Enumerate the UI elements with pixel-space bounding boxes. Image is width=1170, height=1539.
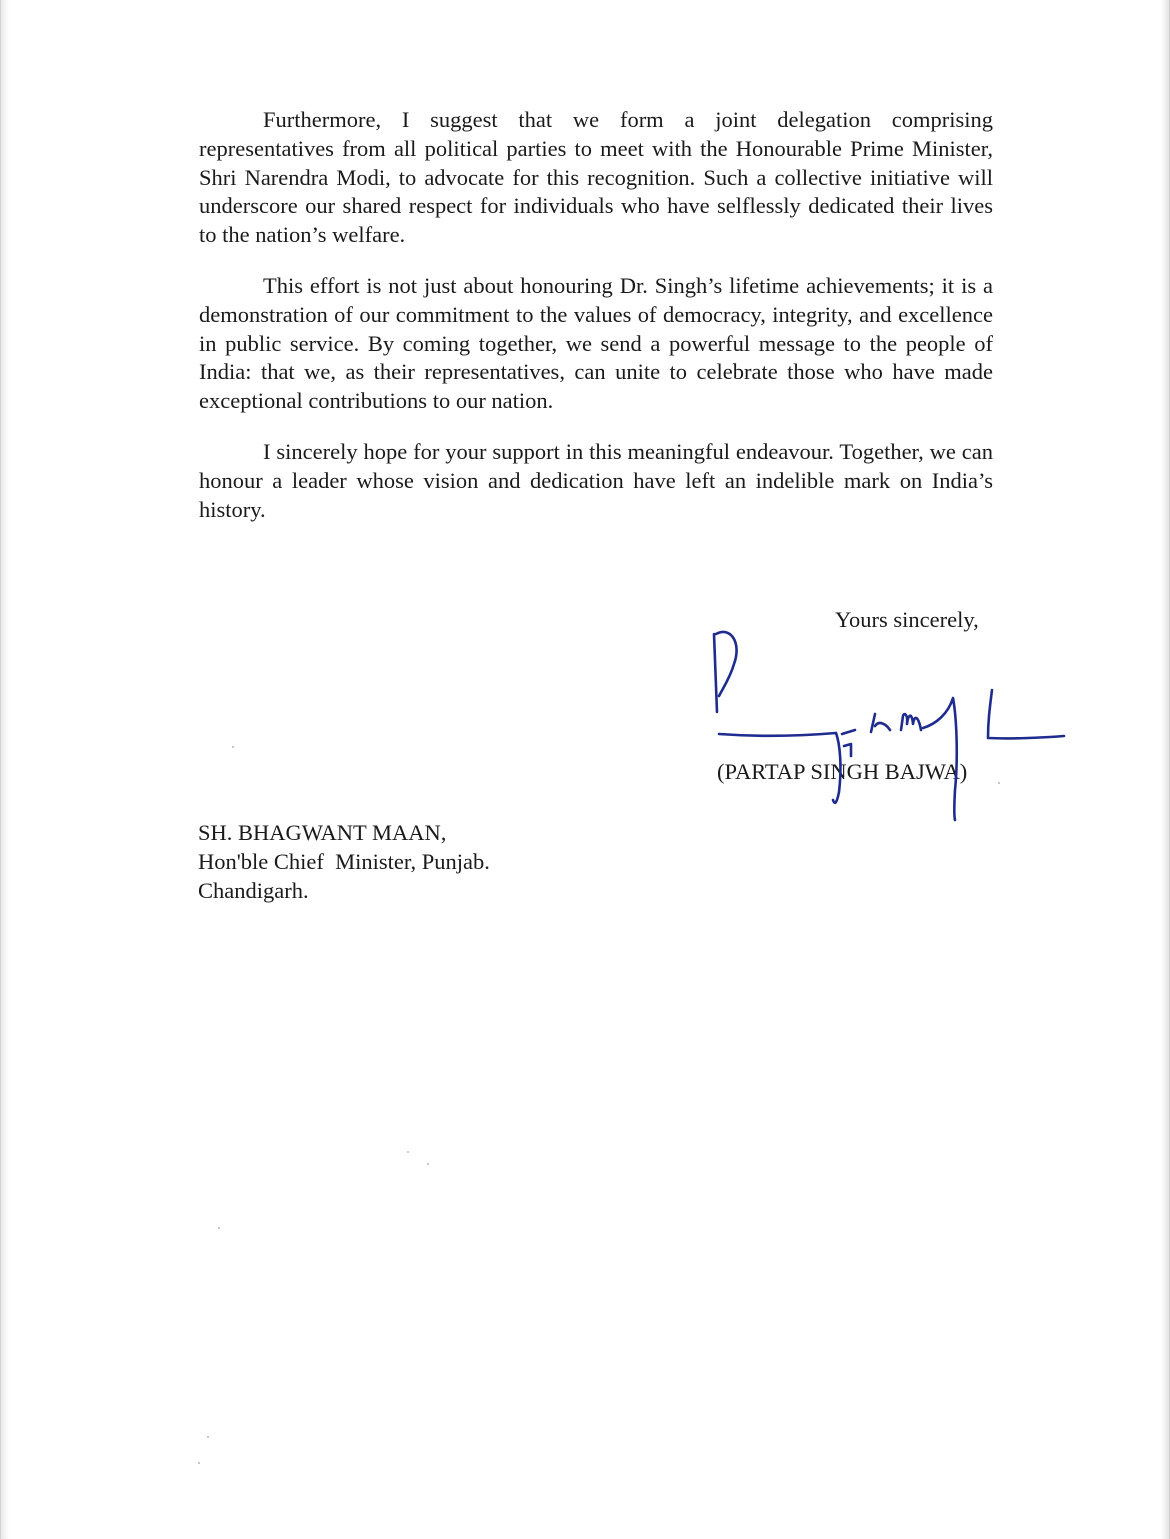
scan-speck — [198, 1462, 200, 1464]
scan-speck — [427, 1163, 429, 1165]
scan-speck — [232, 746, 234, 748]
page-right-edge — [1161, 0, 1170, 1539]
handwritten-signature — [690, 620, 1080, 835]
letter-body — [199, 106, 993, 546]
signer-name: (PARTAP SINGH BAJWA) — [717, 759, 968, 784]
scan-speck — [218, 1227, 220, 1229]
recipient-name: SH. BHAGWANT MAAN, — [198, 820, 447, 845]
paragraph-effort: This effort is not just about honouring Dr. Singh’s lifetime achievements; it is a demonstration of our commitment to the values of democracy, integrity, and excellence in public service. By coming together, we send a powerful message to the people of India: that we, as their representatives, can unite to celebrate those who have made exceptional contributions to our nation. — [199, 272, 993, 414]
scan-speck — [207, 1436, 209, 1438]
recipient-title: Hon'ble Chief Minister, Punjab. — [198, 849, 490, 874]
paragraph-support: I sincerely hope for your support in this meaningful endeavour. Together, we can honour a leader whose vision and dedication have left an indelible mark on India’s history. — [199, 438, 993, 522]
paragraph-delegation: Furthermore, I suggest that we form a joint delegation comprising representatives from all political parties to meet with the Honourable Prime Minister, Shri Narendra Modi, to advocate for this recognition. Such a collective initiative will underscore our shared respect for individuals who have selflessly dedicated their lives to the nation’s welfare. — [199, 107, 993, 248]
scan-speck — [407, 1151, 409, 1153]
recipient-address-block — [198, 818, 490, 905]
recipient-city: Chandigarh. — [198, 878, 309, 903]
closing-salutation: Yours sincerely, — [835, 607, 979, 632]
page-left-edge — [0, 0, 9, 1539]
